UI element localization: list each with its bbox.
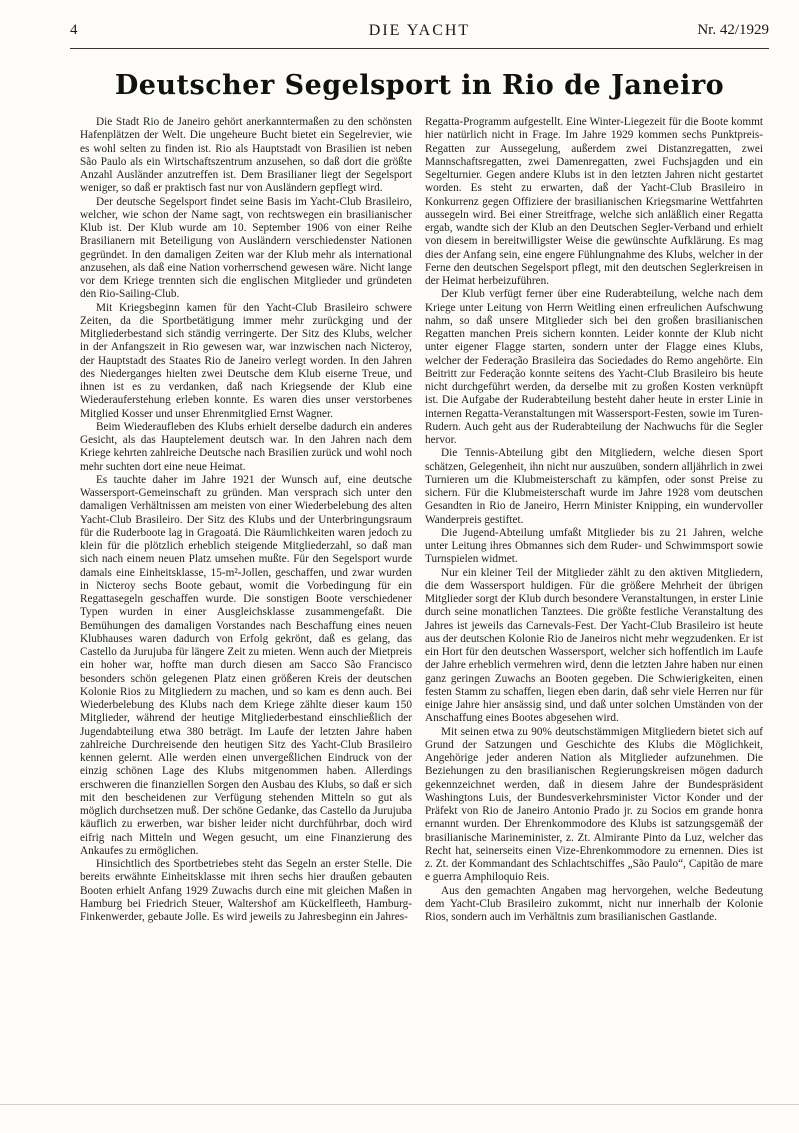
article-title: Deutscher Segelsport in Rio de Janeiro — [114, 70, 725, 101]
page-bottom-edge — [0, 1104, 799, 1105]
page-number: 4 — [70, 22, 78, 38]
paragraph: Es tauchte daher im Jahre 1921 der Wunsch auf, eine deutsche Wassersport-Gemeinschaft zu gründen. Man versprach sich unter den damaligen Verhältnissen am meisten von einer Wiederbelebung des alten Yacht-Club Brasileiro. Der Sitz des Klubs und der Unterbringungsraum für die Ruderboote lag in Gragoatá. Die Räumlichkeiten waren jedoch zu klein für die plötzlich erheblich steigende Mitgliederzahl, so daß man sich nach einem neuen Platz umsehen mußte. Für den Segelsport wurde damals eine Einheitsklasse, 15-m²-Jollen, geschaffen, und zwar wurden in Nicteroy sechs Boote gebaut, womit die Vorbedingung für ein Regattasegeln geschaffen wurde. Die sonstigen Boote verschiedener Typen wurden in einer Ausgleichsklasse zusammengefaßt. Die Bemühungen des damaligen Vorstandes nach Beschaffung eines neuen Klubhauses waren dadurch von Erfolg gekrönt, daß es gelang, das Castello da Jurujuba für längere Zeit zu mieten. Wenn auch der Mietpreis ein hoher war, hoffte man durch diesen am Sacco São Francisco besonders schön gelegenen Platz einen größeren Kreis der deutschen Kolonie Rios zu Mitgliedern zu machen, und so kam es denn auch. Bei Wiederbelebung des Klubs nach dem Kriege zählte dieser kaum 150 Mitglieder, während der heutige Mitgliederbestand einschließlich der Jugendabteilung etwa 380 beträgt. Im Laufe der letzten Jahre haben zahlreiche Durchreisende den heutigen Sitz des Yacht-Club Brasileiro kennen gelernt. Alle werden einen unvergeßlichen Eindruck von der einzig schönen Lage des Klubs mitgenommen haben. Allerdings erschweren die finanziellen Sorgen den Ausbau des Klubs, so daß er sich mit den bescheidenen zur Verfügung stehenden Mitteln so gut als möglich durchsetzen muß. Der schöne Gedanke, das Castello da Jurujuba käuflich zu erwerben, war bisher leider nicht durchführbar, doch wird eifrig nach Mitteln und Wegen gesucht, um eine Finanzierung des Ankaufes zu ermöglichen. — [80, 473, 412, 857]
magazine-title: DIE YACHT — [368, 22, 471, 39]
paragraph: Regatta-Programm aufgestellt. Eine Winter-Liegezeit für die Boote kommt hier natürlich nicht in Frage. Im Jahre 1929 kommen sechs Punktpreis-Regatten zur Aussegelung, außerdem zwei Distanzregatten, zwei Mannschaftsregatten, zwei Damenregatten, zwei Fuchsjagden und ein Segelturnier. Gegen andere Klubs ist in den letzten Jahren nicht gestartet worden. Es steht zu erwarten, daß der Yacht-Club Brasileiro in Konkurrenz gegen Offiziere der brasilianischen Kriegsmarine Wettfahrten aussegeln wird. Bei einer Streitfrage, welche sich anläßlich einer Regatta ergab, wandte sich der Klub an den Deutschen Segler-Verband und erhielt von diesem in bereitwilligster Weise die gewünschte Aufklärung. Es mag dies der Anfang sein, eine engere Fühlungnahme des Klubs, welcher in der Ferne den deutschen Segelsport pflegt, mit den deutschen Seglerkreisen in der Heimat herbeizuführen. — [425, 116, 763, 287]
right-column — [425, 116, 763, 923]
paragraph: Mit Kriegsbeginn kamen für den Yacht-Club Brasileiro schwere Zeiten, da die Sportbetätigung immer mehr zurückging und der Mitgliederbestand sich ständig verringerte. Der Sitz des Klubs, welcher in der Anfangszeit in Rio gewesen war, war inzwischen nach Nicteroy, der Hauptstadt des Staates Rio de Janeiro verlegt worden. In den Jahren des Niederganges hielten zwei Deutsche dem Klub eiserne Treue, und ihnen ist es zu verdanken, daß nach Kriegsende der Klub eine Wiederauferstehung erleben konnte. Es waren dies unser verstorbenes Mitglied Kosser und unser Ehrenmitglied Ernst Wagner. — [80, 301, 412, 420]
paragraph: Beim Wiederaufleben des Klubs erhielt derselbe dadurch ein anderes Gesicht, als das Hauptelement deutsch war. In den Jahren nach dem Kriege kehrten zahlreiche Deutsche nach Brasilien zurück und wohl noch mehr suchten dort eine neue Heimat. — [80, 420, 412, 473]
issue-number: Nr. 42/1929 — [697, 22, 769, 38]
paragraph: Nur ein kleiner Teil der Mitglieder zählt zu den aktiven Mitgliedern, die dem Wassersport huldigen. Für die größere Mehrheit der übrigen Mitglieder sorgt der Klub durch besondere Veranstaltungen, in erster Linie durch seine monatlichen Tanztees. Die größte festliche Veranstaltung des Jahres ist jeweils das Carnevals-Fest. Der Yacht-Club Brasileiro ist heute aus der deutschen Kolonie Rio de Janeiros nicht mehr wegzudenken. Er ist ein Hort für den deutschen Wassersport, welcher sich hoffentlich im Laufe der Jahre erheblich vermehren wird, denn die letzten Jahre haben nur einen ganz geringen Zuwachs an Booten gegeben. Die Schwierigkeiten, einen festen Stamm zu schaffen, liegen eben darin, daß sehr viele Herren nur für einige Jahre hier ansässig sind, und daß unter solchen Umständen von der Anschaffung eines Bootes abgesehen wird. — [425, 566, 763, 725]
left-column — [80, 116, 412, 1116]
paragraph: Mit seinen etwa zu 90% deutschstämmigen Mitgliedern bietet sich auf Grund der Satzungen und Geschichte des Klubs die Möglichkeit, Angehörige jeder anderen Nation als Mitglieder aufzunehmen. Die Beziehungen zu den brasilianischen Regierungskreisen mögen dadurch gekennzeichnet werden, daß in diesem Jahre der Bundespräsident Washingtons Luis, der Bundesverkehrsminister Victor Konder und der Präfekt von Rio de Janeiro Antonio Prado jr. zu Socios em grande honra ernannt wurden. Der Ehrenkommodore des Klubs ist satzungsgemäß der brasilianische Marineminister, z. Zt. Almirante Pinto da Luz, welcher das Recht hat, seinerseits einen Vize-Ehrenkommodore zu ernennen. Dies ist z. Zt. der Kommandant des Schlachtschiffes „São Paulo“, Capitão de mare e guerra Amphiloquio Reis. — [425, 725, 763, 884]
paragraph: Der Klub verfügt ferner über eine Ruderabteilung, welche nach dem Kriege unter Leitung von Herrn Weitling einen erfreulichen Aufschwung nahm, so daß unsere Mitglieder sich bei den großen brasilianischen Regatten manchen Preis sichern konnten. Leider konnte der Klub nicht unter eigener Flagge starten, sondern unter der Flagge eines Klubs, welcher der Federação Brasileira das Sociedades do Remo angehörte. Ein Beitritt zur Federação konnte seitens des Yacht-Club Brasileiro bis heute nicht durchgeführt werden, da derselbe mit zu großen Kosten verknüpft ist. Die Aufgabe der Ruderabteilung besteht daher heute in erster Linie in internen Regatta-Veranstaltungen mit Wassersport-Festen, sowie im Turen-Rudern. Auch geht aus der Ruderabteilung der Nachwuchs für die Segler hervor. — [425, 288, 763, 446]
paragraph: Aus den gemachten Angaben mag hervorgehen, welche Bedeutung dem Yacht-Club Brasileiro zukommt, nicht nur innerhalb der Kolonie Rios, sondern auch im Verhältnis zum brasilianischen Gastlande. — [425, 884, 763, 923]
paragraph: Hinsichtlich des Sportbetriebes steht das Segeln an erster Stelle. Die bereits erwähnte Einheitsklasse mit ihren sechs hier draußen gebauten Booten erhielt Anfang 1929 Zuwachs durch eine mit gleichen Maßen in Hamburg bei Friedrich Steuer, Waltershof am Kückelfleeth, Hamburg-Finkenwerder, gebaute Jolle. Es wird jeweils zu Jahresbeginn ein Jahres- — [80, 858, 412, 923]
header-rule — [70, 48, 769, 49]
paragraph: Der deutsche Segelsport findet seine Basis im Yacht-Club Brasileiro, welcher, wie schon der Name sagt, von rechtswegen ein brasilianischer Klub ist. Der Klub wurde am 10. September 1906 von einer Reihe Brasilianern mit Beteiligung von Ausländern verschiedenster Nationen gegründet. In den damaligen Zeiten war der Klub mehr als international anzusehen, als daß eine Nation vorherrschend gewesen wäre. Nicht lange vor dem Kriege trennten sich die englischen Mitglieder und gründeten den Rio-Sailing-Club. — [80, 195, 412, 301]
running-header — [70, 22, 769, 46]
paragraph: Die Jugend-Abteilung umfaßt Mitglieder bis zu 21 Jahren, welche unter Leitung ihres Obmannes sich dem Ruder- und Schwimmsport sowie Turnspielen widmet. — [425, 526, 763, 566]
paragraph: Die Tennis-Abteilung gibt den Mitgliedern, welche diesen Sport schätzen, Gelegenheit, ihn nicht nur auszuüben, sondern alljährlich in zwei Turnieren um die Klubmeisterschaft zu kämpfen, oder sonst Preise zu sichern. Für die Klubmeisterschaft wurde im Jahre 1928 vom deutschen Gesandten in Rio de Janeiro, Herrn Minister Knipping, ein wundervoller Wanderpreis gestiftet. — [425, 447, 763, 526]
paragraph: Die Stadt Rio de Janeiro gehört anerkanntermaßen zu den schönsten Hafenplätzen der Welt. Die ungeheure Bucht bietet ein Segelrevier, wie es wohl selten zu finden ist. Rio als Hauptstadt von Brasilien ist neben São Paulo als ein Wirtschaftszentrum anzusehen, so daß dort die größte Anzahl Ausländer anzutreffen ist. Dem Brasilianer liegt der Segelsport weniger, so daß er praktisch fast nur von Ausländern gepflegt wird. — [80, 116, 412, 195]
